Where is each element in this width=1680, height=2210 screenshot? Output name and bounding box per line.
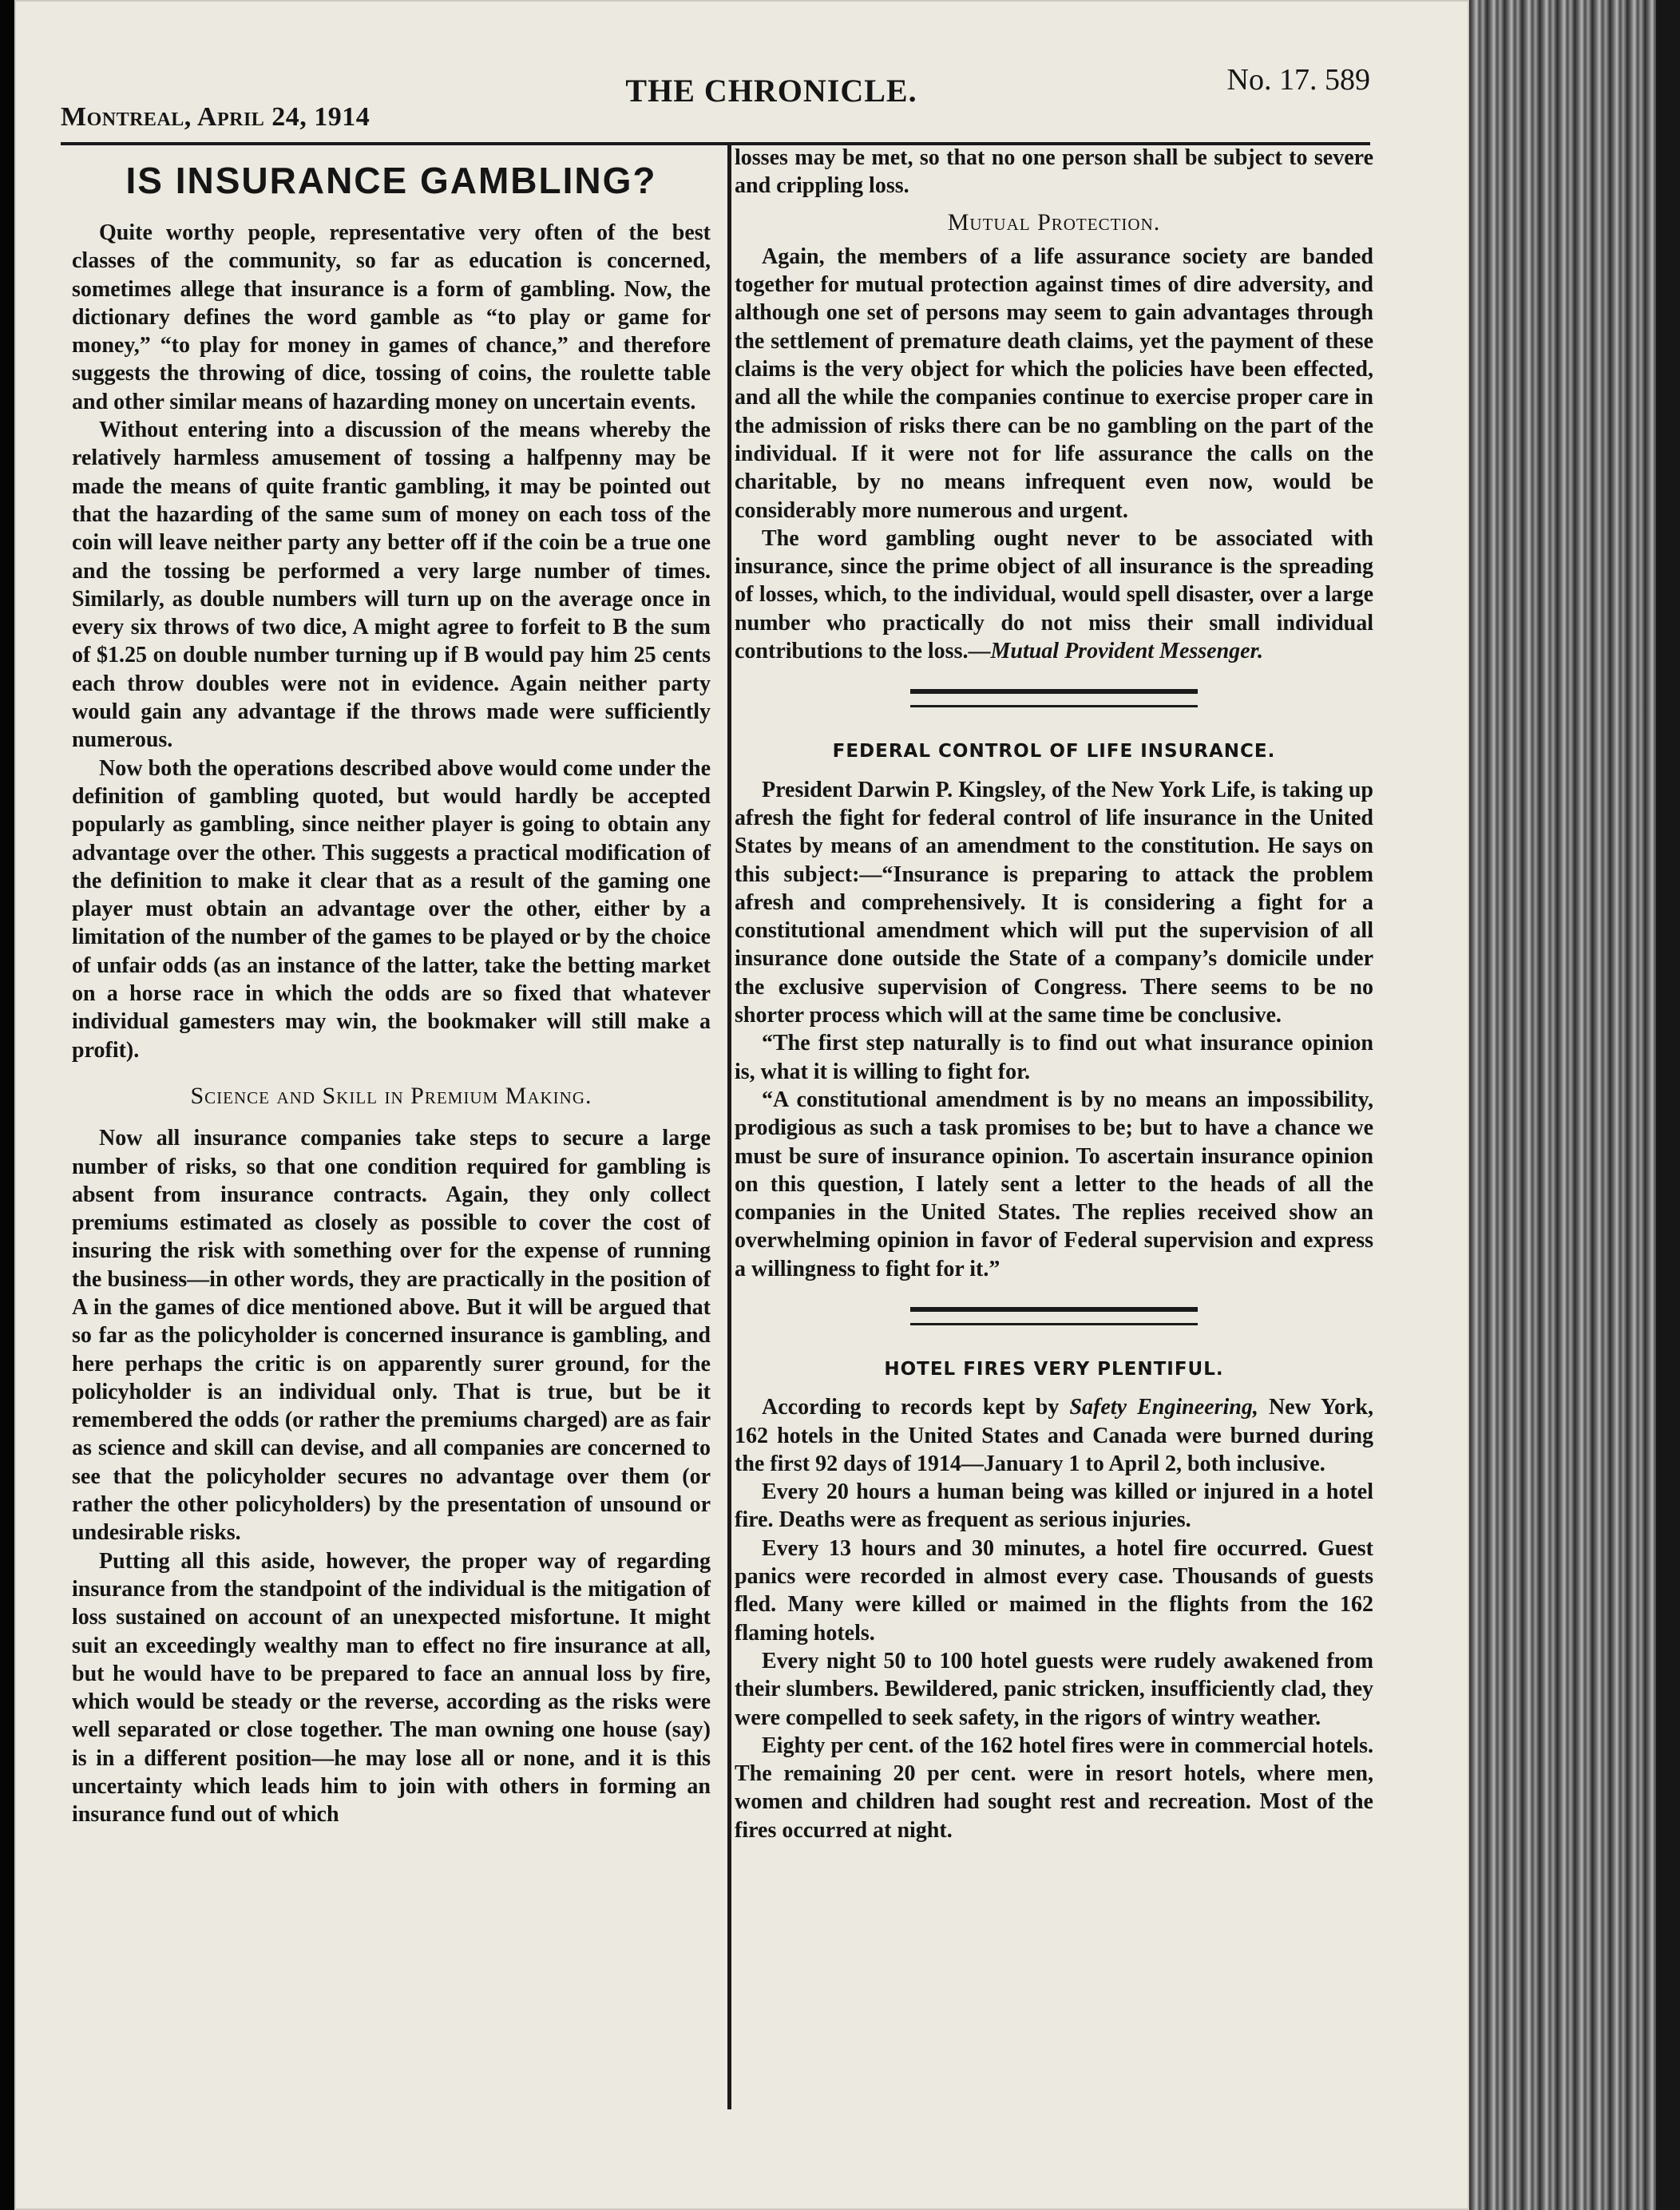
paragraph: Every night 50 to 100 hotel guests were rudely awakened from their slumbers. Bewildered, panic stricken, insufficiently clad, they were compelled to seek safety, in the rigors of wintry weather. — [735, 1648, 1373, 1730]
paragraph — [735, 525, 1373, 665]
column-divider — [727, 145, 731, 2109]
source-attribution: Mutual Provident Messenger. — [990, 639, 1263, 664]
paragraph: “A constitutional amendment is by no means an impossibility, prodigious as such a task promises to be; but to have a chance we must be sure of insurance opinion. To ascertain insurance opinion on this question, I lately sent a letter to the heads of all the companies in the United States. The replies received show an overwhelming opinion in favor of Federal supervision and express a willingness to fight for it.” — [735, 1087, 1373, 1281]
paragraph: Again, the members of a life assurance society are banded together for mutual protection against times of dire adversity, and although one set of persons may seem to gain advantages through the settlement of premature death claims, yet the payment of these claims is the very object for which the policies have been effected, and all the while the companies continue to exercise proper care in the admission of risks there can be no gambling on the part of the individual. If it were not for life assurance the calls on the charitable, by no means infrequent even now, would be considerably more numerous and urgent. — [735, 244, 1373, 523]
paragraph: Putting all this aside, however, the proper way of regarding insurance from the standpoint of the individual is the mitigation of loss sustained on account of an unexpected misfortune. It might suit an exceedingly wealthy man to effect no fire insurance at all, but he would have to be prepared to face an annual loss by fire, which would be steady or the reverse, according as the risks were well separated or close together. The man owning one house (say) is in a different position—he may lose all or none, and it is this uncertainty which leads him to join with others in forming an insurance fund out of which — [72, 1548, 711, 1828]
publication-title: THE CHRONICLE. — [625, 73, 917, 109]
paragraph: Without entering into a discussion of the means whereby the relatively harmless amusement of tossing a halfpenny may be made the means of quite frantic gambling, it may be pointed out that the hazarding of the same sum of money on each toss of the coin will leave neither party any better off if the coin be a true one and the tossing be performed a very large number of times. Similarly, as double numbers will turn up on the average once in every six throws of two dice, A might agree to forfeit to B the sum of $1.25 on double number turning up if B would pay him 25 cents each throw doubles were not in evidence. Again neither party would gain any advantage if the throws made were sufficiently numerous. — [72, 418, 711, 753]
paragraph: Every 20 hours a human being was killed or injured in a hotel fire. Deaths were as frequent as serious injuries. — [735, 1479, 1373, 1533]
paragraph: “The first step naturally is to find out what insurance opinion is, what it is willing to fight for. — [735, 1031, 1373, 1084]
source-name: Safety Engineering, — [1069, 1395, 1258, 1420]
article-title: IS INSURANCE GAMBLING? — [125, 160, 657, 201]
paragraph: Quite worthy people, representative very often of the best classes of the community, so far as education is concerned, sometimes allege that insurance is a form of gambling. Now, the dictionary defines the word gamble as “to play or game for money,” “to play for money in games of chance,” and therefore suggests the throwing of dice, tossing of coins, the roulette table and other similar means of hazarding money on uncertain events. — [72, 220, 711, 414]
section-divider — [910, 689, 1198, 707]
paragraph: Now both the operations described above would come under the definition of gambling quoted, but would hardly be accepted popularly as gambling, since neither player is going to obtain any advantage over the other. This suggests a practical modification of the definition to make it clear that as a result of the gaming one player must obtain an advantage over the other, either by a limitation of the number of the games to be played or by the choice of unfair odds (as an instance of the latter, take the betting market on a horse race in which the odds are so fixed that whatever individual gamesters may win, the bookmaker will still make a profit). — [72, 755, 711, 1063]
section-subhead: Science and Skill in Premium Making. — [190, 1082, 592, 1109]
section-divider — [910, 1307, 1198, 1325]
paragraph-text: New York, 162 hotels in the United States and Canada were burned during the first 92 days of 1914—January 1 to April 2, both inclusive. — [735, 1395, 1374, 1476]
right-column — [735, 144, 1373, 1844]
paragraph — [735, 1393, 1373, 1478]
article-title: HOTEL FIRES VERY PLENTIFUL. — [884, 1358, 1224, 1380]
book-spine — [1469, 0, 1680, 2210]
newspaper-page — [14, 0, 1469, 2210]
running-head — [61, 62, 1370, 142]
left-column — [72, 156, 711, 1829]
scan-left-edge — [0, 0, 14, 2210]
dateline: Montreal, April 24, 1914 — [61, 102, 370, 132]
continued-paragraph: losses may be met, so that no one person shall be subject to severe and crippling loss. — [735, 145, 1373, 199]
paragraph-text: The word gambling ought never to be associated with insurance, since the prime object of all insurance is the spreading of losses, which, to the individual, would spell disaster, over a large number who practically do not miss their small individual contributions to the loss.— — [735, 525, 1373, 664]
paragraph: Eighty per cent. of the 162 hotel fires were in commercial hotels. The remaining 20 per cent. were in resort hotels, where men, women and children had sought rest and recreation. Most of the fires occurred at night. — [735, 1733, 1373, 1843]
paragraph: Now all insurance companies take steps to secure a large number of risks, so that one condition required for gambling is absent from insurance contracts. Again, they only collect premiums estimated as closely as possible to cover the cost of insuring the risk with something over for the expense of running the business—in other words, they are practically in the position of A in the games of dice mentioned above. But it will be argued that so far as the policyholder is concerned insurance is gambling, and here perhaps the critic is on apparently surer ground, for the policyholder is an individual only. That is true, but be it remembered the odds (or rather the premiums charged) are as fair as science and skill can devise, and all companies are concerned to see that the policyholder secures no advantage over them (or rather the other policyholders) by the presentation of unsound or undesirable risks. — [72, 1126, 711, 1546]
paragraph: President Darwin P. Kingsley, of the New York Life, is taking up afresh the fight for federal control of life insurance in the United States by means of an amendment to the constitution. He says on this subject:—“Insurance is preparing to attack the problem afresh and comprehensively. It is considering a fight for a constitutional amendment which will put the supervision of all insurance done outside the State of a company’s domicile under the exclusive supervision of Congress. There seems to be no shorter process which will at the same time be conclusive. — [735, 777, 1373, 1028]
section-subhead: Mutual Protection. — [947, 208, 1161, 236]
issue-and-page-number: No. 17. 589 — [1226, 63, 1370, 97]
paragraph: Every 13 hours and 30 minutes, a hotel fire occurred. Guest panics were recorded in almost every case. Thousands of guests fled. Many were killed or maimed in the flights from the 162 flaming hotels. — [735, 1535, 1373, 1646]
paragraph-text: According to records kept by — [762, 1395, 1070, 1420]
article-title: FEDERAL CONTROL OF LIFE INSURANCE. — [832, 741, 1276, 762]
